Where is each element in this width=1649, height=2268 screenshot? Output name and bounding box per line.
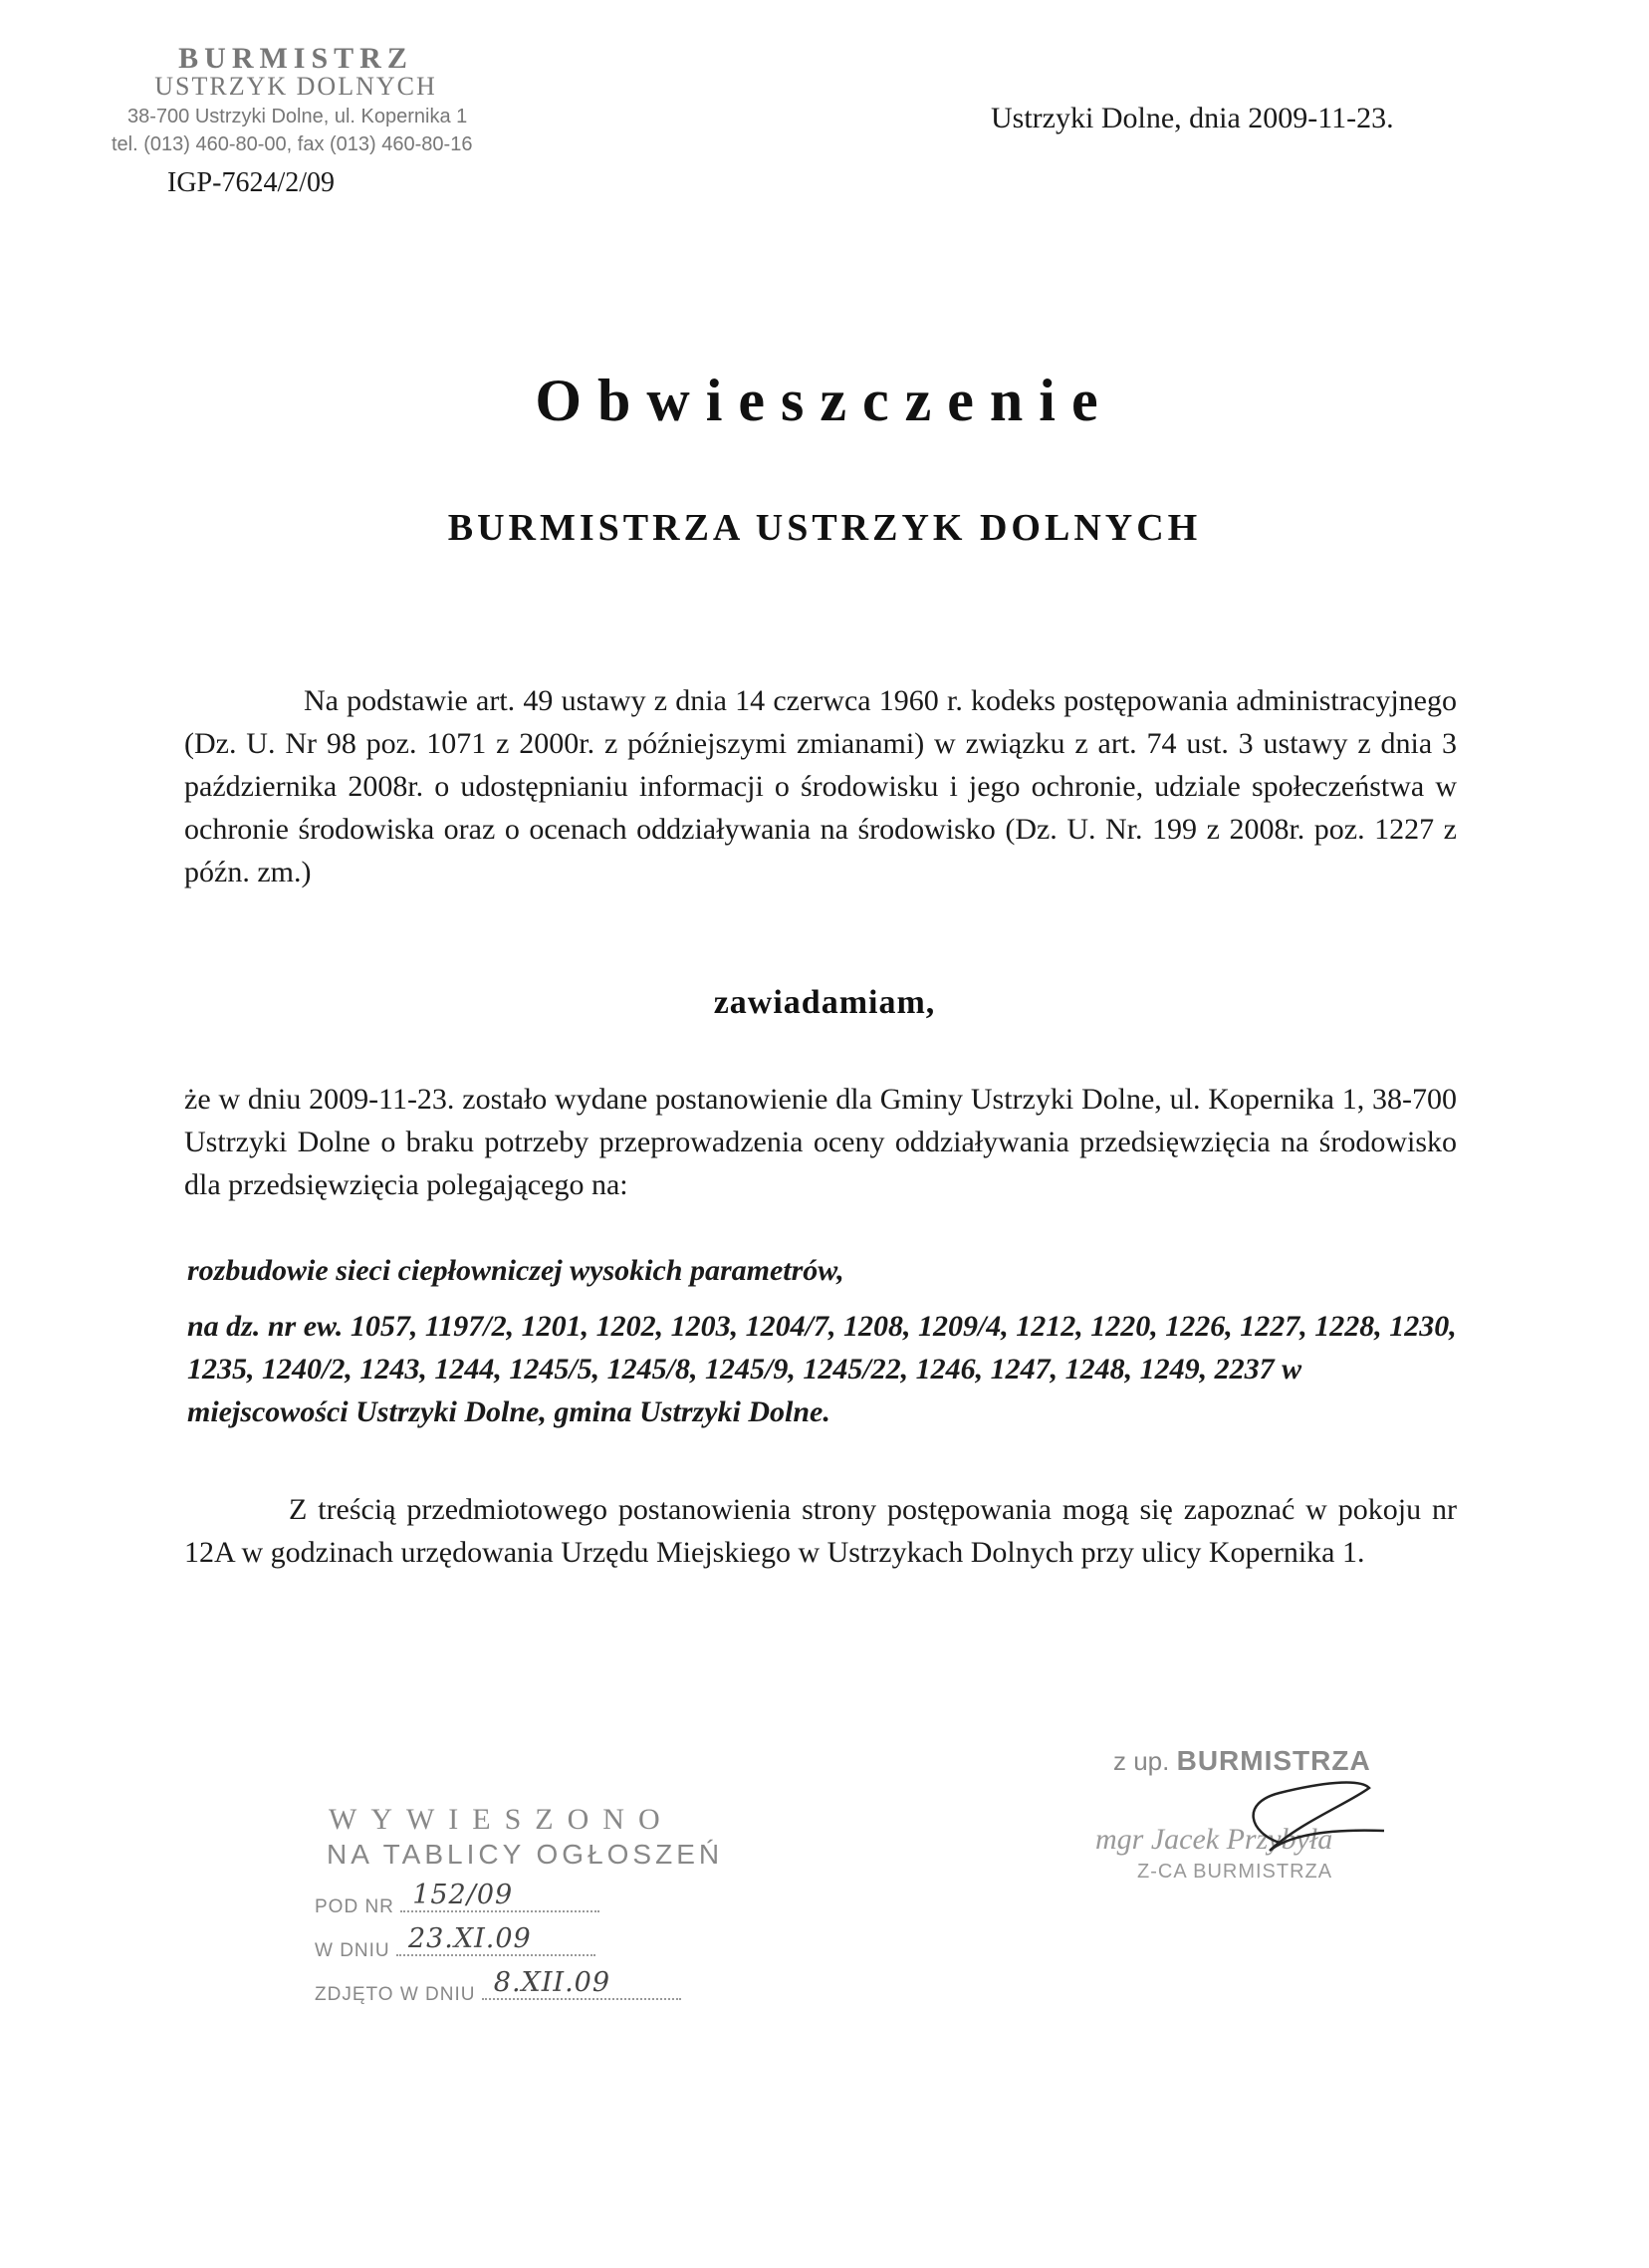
posting-stamp-heading: WYWIESZONO: [329, 1803, 674, 1836]
notice-word: zawiadamiam,: [713, 984, 936, 1021]
legal-basis-paragraph: Na podstawie art. 49 ustawy z dnia 14 czerwca 1960 r. kodeks postępowania administracyjnego (Dz. U. Nr 98 poz. 1071 z 2000r. z późniejszymi zmianami) w związku z art. 74 ust. 3 ustawy z dnia 3 października 2008r. o udostępnianiu informacji o środowisku i jego ochronie, udziale społeczeństwa w ochronie środowiska oraz o ocenach oddziaływania na środowisko (Dz. U. Nr. 199 z 2008r. poz. 1227 z późn. zm.): [184, 684, 1457, 888]
removal-date-value: 8.XII.09: [493, 1967, 611, 1998]
reference-number: IGP-7624/2/09: [167, 167, 335, 198]
signatory-name: mgr Jacek Przybyła: [1095, 1823, 1333, 1856]
decision-paragraph: że w dniu 2009-11-23. zostało wydane postanowienie dla Gminy Ustrzyki Dolne, ul. Kopernika 1, 38-700 Ustrzyki Dolne o braku potrzeby przeprowadzenia oceny oddziaływania przedsięwzięcia na środowisko dla przedsięwzięcia polegającego na:: [184, 1083, 1457, 1201]
removal-date-label: ZDJĘTO W DNIU: [315, 1984, 476, 2005]
posting-number-value: 152/09: [412, 1880, 514, 1910]
document-subtitle: BURMISTRZA USTRZYK DOLNYCH: [447, 507, 1202, 549]
date-line: Ustrzyki Dolne, dnia 2009-11-23.: [991, 102, 1394, 134]
letterhead-town: USTRZYK DOLNYCH: [154, 72, 437, 101]
letterhead-address: 38-700 Ustrzyki Dolne, ul. Kopernika 1: [127, 106, 468, 127]
letterhead-phone: tel. (013) 460-80-00, fax (013) 460-80-16: [112, 133, 473, 155]
handwritten-signature: [1210, 1773, 1399, 1863]
letterhead-office: BURMISTRZ: [178, 42, 413, 75]
document-title: Obwieszczenie: [535, 368, 1114, 433]
posting-stamp-subheading: NA TABLICY OGŁOSZEŃ: [327, 1839, 724, 1870]
posting-number-label: POD NR: [315, 1896, 394, 1917]
posting-date-row: [315, 1923, 595, 1962]
signature-prefix: z up.: [1113, 1746, 1170, 1776]
signatory-role: Z-CA BURMISTRZA: [1137, 1861, 1333, 1883]
removal-date-row: [315, 1967, 681, 2006]
inspection-paragraph: Z treścią przedmiotowego postanowienia strony postępowania mogą się zapoznać w pokoju nr 12A w godzinach urzędowania Urzędu Miejskiego w Ustrzykach Dolnych przy ulicy Kopernika 1.: [184, 1493, 1457, 1569]
posting-date-label: W DNIU: [315, 1940, 390, 1961]
posting-date-value: 23.XI.09: [407, 1923, 532, 1954]
signature-office: BURMISTRZA: [1176, 1745, 1371, 1776]
project-description: rozbudowie sieci ciepłowniczej wysokich parametrów,: [187, 1254, 844, 1287]
plot-numbers: na dz. nr ew. 1057, 1197/2, 1201, 1202, 1203, 1204/7, 1208, 1209/4, 1212, 1220, 1226, 1227, 1228, 1230, 1235, 1240/2, 1243, 1244, 1245/5, 1245/8, 1245/9, 1245/22, 1246, 1247, 1248, 1249, 2237 w miejscowości Ustrzyki Dolne, gmina Ustrzyki Dolne.: [187, 1310, 1457, 1428]
posting-number-row: [315, 1880, 599, 1918]
